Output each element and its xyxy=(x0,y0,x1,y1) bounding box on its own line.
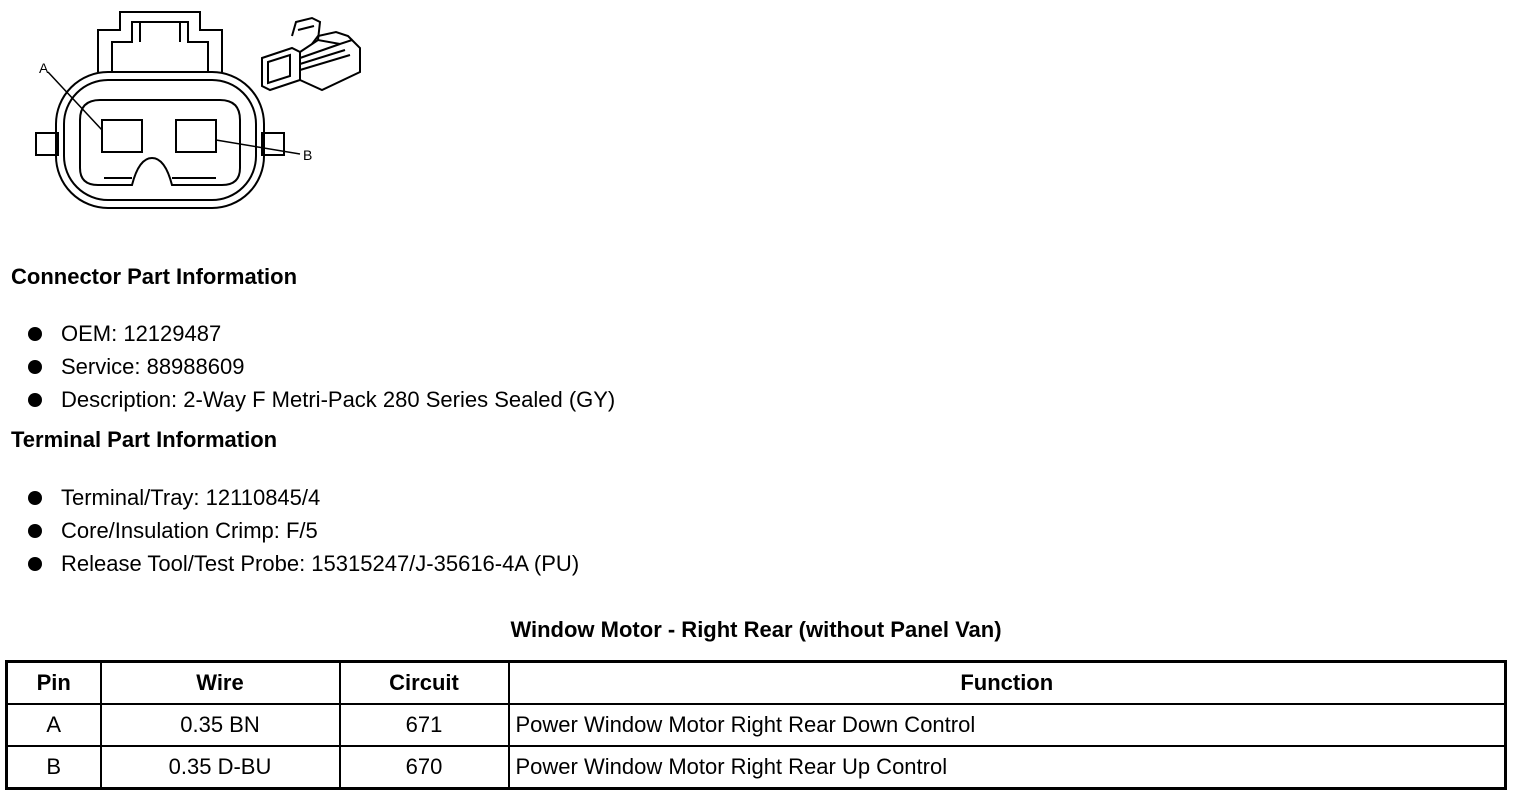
terminal-part-info-heading: Terminal Part Information xyxy=(11,427,278,452)
pin-table xyxy=(5,660,1507,790)
list-item-text: OEM: 12129487 xyxy=(61,321,222,346)
list-item xyxy=(28,514,579,547)
circuit-cell: 671 xyxy=(340,704,509,746)
bullet-icon xyxy=(28,557,42,571)
pin-a-cavity xyxy=(102,120,142,152)
list-item xyxy=(28,383,615,416)
bullet-icon xyxy=(28,491,42,505)
circuit-cell: 670 xyxy=(340,746,509,789)
connector-face-diagram xyxy=(0,0,380,220)
list-item xyxy=(28,317,615,350)
table-row xyxy=(7,704,1506,746)
connector-part-info-list xyxy=(28,317,615,416)
table-row xyxy=(7,746,1506,789)
pin-b-cavity xyxy=(176,120,216,152)
function-cell: Power Window Motor Right Rear Down Control xyxy=(509,704,1506,746)
pin-cell: A xyxy=(7,704,101,746)
list-item-text: Core/Insulation Crimp: F/5 xyxy=(61,518,318,543)
wire-cell: 0.35 BN xyxy=(101,704,340,746)
function-cell: Power Window Motor Right Rear Up Control xyxy=(509,746,1506,789)
list-item-text: Release Tool/Test Probe: 15315247/J-35616-4A (PU) xyxy=(61,551,580,576)
table-header-row xyxy=(7,662,1506,705)
column-header-circuit: Circuit xyxy=(340,662,509,705)
pin-cell: B xyxy=(7,746,101,789)
connector-part-info-heading: Connector Part Information xyxy=(11,264,298,289)
column-header-function: Function xyxy=(509,662,1506,705)
column-header-pin: Pin xyxy=(7,662,101,705)
list-item xyxy=(28,481,579,514)
list-item xyxy=(28,547,579,580)
list-item xyxy=(28,350,615,383)
table-title: Window Motor - Right Rear (without Panel Van) xyxy=(510,617,1002,642)
bullet-icon xyxy=(28,524,42,538)
bullet-icon xyxy=(28,327,42,341)
list-item-text: Description: 2-Way F Metri-Pack 280 Series Sealed (GY) xyxy=(61,387,616,412)
terminal-part-info-list xyxy=(28,481,579,580)
wire-cell: 0.35 D-BU xyxy=(101,746,340,789)
column-header-wire: Wire xyxy=(101,662,340,705)
list-item-text: Terminal/Tray: 12110845/4 xyxy=(61,485,321,510)
list-item-text: Service: 88988609 xyxy=(61,354,245,379)
pin-b-label: B xyxy=(303,147,313,163)
pin-a-label: A xyxy=(39,60,49,76)
bullet-icon xyxy=(28,393,42,407)
bullet-icon xyxy=(28,360,42,374)
